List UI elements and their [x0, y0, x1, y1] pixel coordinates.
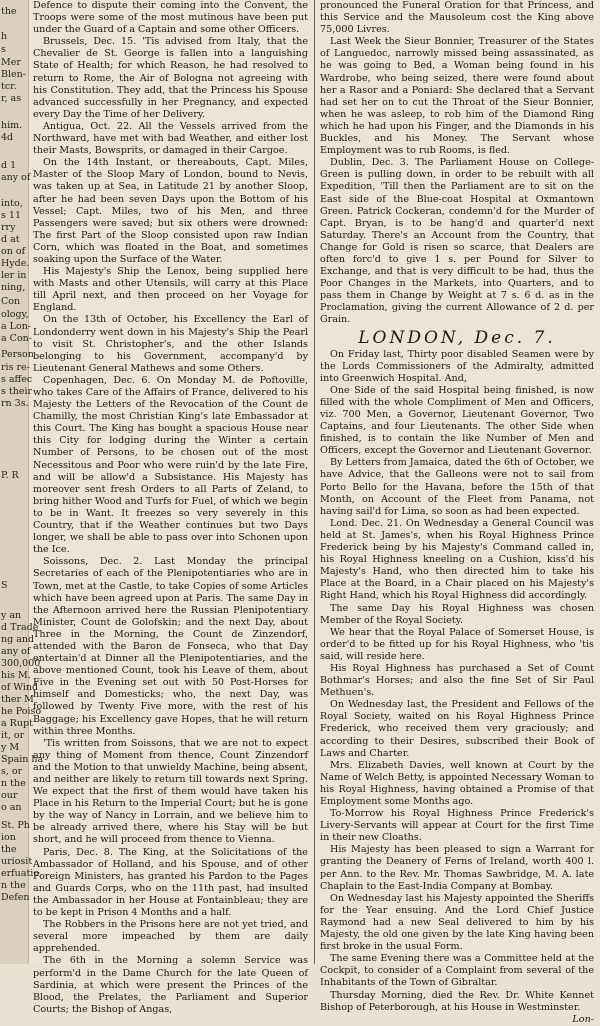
gutter-fragment: y M — [1, 742, 20, 753]
gutter-fragment: ology, — [1, 309, 29, 320]
gutter-fragment: ler in — [1, 270, 27, 281]
gutter-fragment: any of — [1, 172, 31, 183]
gutter-fragment: into, — [1, 198, 23, 209]
article-paragraph: His Majesty has been pleased to sign a Warrant for granting the Deanery of Ferns of Ireland, worth 400 l. per Ann. to the Rev. Mr. Thomas Sawbridge, M. A. late Chaplain to the East-India Company at Bombay. — [320, 844, 594, 892]
article-paragraph: Defence to dispute their coming into the Convent, the Troops were some of the most mutinous have been put under the Guard of a Captain and some other Officers. — [33, 0, 308, 36]
gutter-fragment: s 11 — [1, 210, 21, 221]
left-column — [33, 0, 308, 1015]
gutter-fragment: the — [1, 6, 17, 17]
article-paragraph: Lond. Dec. 21. On Wednesday a General Council was held at St. James's, when his Royal Highness Prince Frederick being by his Majesty's Command called in, his Royal Highness kneeling on a Cushion, kiss'd his Majesty's Hand, who then directed him to take his Place at the Board, in a Chair placed on his Majesty's Right Hand, which his Royal Highness did accordingly. — [320, 517, 594, 602]
gutter-fragment: d 1 — [1, 160, 17, 171]
article-paragraph: The same Day his Royal Highness was chosen Member of the Royal Society. — [320, 602, 594, 626]
article-paragraph: Soissons, Dec. 2. Last Monday the principal Secretaries of each of the Plenipotentiaries who are in Town, met at the Castle, to take Copies of some Articles which have been agreed upon at Paris. The same Day in the Afternoon arrived here the Russian Plenipotentiary Minister, Count de Golofskin; and the next Day, about Three in the Morning, the Count de Zinzendorf, attended with the Baron de Fonseca, who that Day entertain'd at Dinner all the Plenipotentiaries, and the above mentioned Count, took his Leave of them, about Five in the Evening set out with 50 Post-Horses for himself and Domesticks; who, the next Day, was followed by Twenty Five more, with the rest of his Baggage; his Excellency gave Hopes, that he will return within three Months. — [33, 556, 308, 737]
gutter-fragment: Defen — [1, 892, 30, 903]
article-paragraph: By Letters from Jamaica, dated the 6th of October, we have Advice, that the Galleons were not to sail from Porto Bello for the Havana, before the 15th of that Month, on Account of the Fleet from Panama, not having sail'd for Lima, so soon as had been expected. — [320, 457, 594, 517]
gutter-fragment: any of — [1, 646, 31, 657]
gutter-fragment: s, or — [1, 766, 23, 777]
gutter-fragment: Spain ha — [1, 754, 44, 765]
article-paragraph: Last Week the Sieur Bonnier, Treasurer of the States of Languedoc, narrowly missed being assassinated, as he was going to Bed, a Woman being found in his Wardrobe, who being seized, there were found about her a Rasor and a Poniard: She declared that a Servant had set her on to cut the Throat of the Sieur Bonnier, when he was asleep, to rob him of the Diamond Ring which he had upon his Finger, and the Diamonds in his Buckles, and his Money. The Servant whose Employment was to rub Rooms, is fled. — [320, 36, 594, 157]
gutter-fragment: P. R — [1, 470, 19, 481]
article-paragraph: 'Tis written from Soissons, that we are not to expect any thing of Moment from thence, Count Zinzendorf and the Motion to that unwieldy Machine, being absent, and neither are likely to return till towards next Spring. We expect that the first of them would have taken his Place in his Return to the Imperial Court; but he is gone by the way of Nancy in Lorrain, and we believe him to be already arrived there, where his Stay will be but short, and he will proceed from thence to Vienna. — [33, 737, 308, 846]
article-paragraph: On the 14th Instant, or thereabouts, Capt. Miles, Master of the Sloop Mary of London, bound to Nevis, was taken up at Sea, in Latitude 21 by another Sloop, after he had been seven Days upon the Bottom of his Vessel; Capt. Miles, two of his Men, and three Passengers were saved; but six others were drowned: The first Part of the Sloop consisted upon raw Indian Corn, which was floated in the Boat, and sometimes soaking upon the Surface of the Water. — [33, 157, 308, 265]
gutter-fragment: our — [1, 790, 18, 801]
gutter-fragment: s — [1, 44, 6, 55]
gutter-fragment: a Lon- — [1, 321, 32, 332]
article-paragraph: Copenhagen, Dec. 6. On Monday M. de Poftoville, who takes Care of the Affairs of France, delivered to his Majesty the Letters of the Revocation of the Count de Chamilly, the most Christian King's late Embassador at this Court. The King has bought a spacious House near this City for lodging during the Winter a certain Number of Persons, to be chosen out of the most Necessitous and Poor who were ruin'd by the late Fire, and will be allow'd a Subsistance. His Majesty has moreover sent fresh Orders to all Parts of Zeland, to bring hither Wood and Turfs for Fuel, of which we begin to be in Want. It freezes so very severely in this Country, that if the Weather continues but two Days longer, we shall be able to pass over into Schonen upon the Ice. — [33, 374, 308, 556]
right-column — [320, 0, 594, 1025]
gutter-fragment: S — [1, 580, 8, 591]
gutter-fragment: ion — [1, 832, 16, 843]
gutter-fragment: ning, — [1, 282, 26, 293]
article-paragraph: His Royal Highness has purchased a Set of Count Bothmar's Horses; and also the fine Set of Sir Paul Methuen's. — [320, 662, 594, 699]
article-paragraph: To-Morrow his Royal Highness Prince Frederick's Livery-Servants will appear at Court for the first Time in their new Cloaths. — [320, 808, 594, 844]
article-paragraph: pronounced the Funeral Oration for that Princess, and this Service and the Mausoleum cost the King above 75,000 Livres. — [320, 0, 594, 36]
gutter-fragment: Person — [1, 349, 34, 360]
gutter-fragment: his M. — [1, 670, 31, 681]
gutter-fragment: Mer — [1, 57, 21, 68]
article-paragraph: On Wednesday last his Majesty appointed the Sheriffs for the Year ensuing. And the Lord Chief Justice Raymond had a new Seal delivered to him by his Majesty, the old one given by the late King having been first broke in the usual Form. — [320, 892, 594, 953]
gutter-fragment: tcr. — [1, 81, 17, 92]
gutter-fragment: St. Ph — [1, 820, 30, 831]
article-paragraph: The Robbers in the Prisons here are not yet tried, and several more impeached by them are daily apprehended. — [33, 919, 308, 955]
column-rule — [314, 0, 315, 964]
gutter-fragment: a Rupt — [1, 718, 33, 729]
gutter-fragment: r, as — [1, 93, 22, 104]
gutter-fragment: ris re- — [1, 362, 30, 373]
gutter-fragment: of Wind — [1, 682, 39, 693]
gutter-fragment: d at — [1, 234, 20, 245]
article-paragraph: His Majesty's Ship the Lenox, being supplied here with Masts and other Utensils, will carry at this Place till April next, and then proceed on her Voyage for England. — [33, 266, 308, 314]
gutter-fragment: rry — [1, 222, 16, 233]
gutter-fragment: n the — [1, 880, 26, 891]
gutter-fragment: Con — [1, 296, 21, 307]
article-paragraph: The 6th in the Morning a solemn Service was perform'd in the Dame Church for the late Queen of Sardinia, at which were present the Princes of the Blood, the Prelates, the Parliament and Superior Courts; the Bishop of Angas, — [33, 955, 308, 1015]
gutter-fragment: him. — [1, 120, 23, 131]
article-paragraph: Dublin, Dec. 3. The Parliament House on College-Green is pulling down, in order to be rebuilt with all Expedition, 'Till then the Parliament are to sit on the East side of the Blue-coat Hospital at Oxmantown Green. Patrick Cockeran, condemn'd for the Murder of Capt. Bryan, is to be hang'd and quarter'd next Saturday. There's an Account from the Country, that Change for Gold is risen so scarce, that Dealers are often forc'd to give 1 s. per Pound for Silver to Exchange, and that is very difficult to be had, thus the Poor Changes in the Markets, into Quarters, and to pass them in Change by Weight at 7 s. 6 d. as in the Proclamation, giving the current Allowance of 2 d. per Grain. — [320, 157, 594, 326]
article-paragraph: On Friday last, Thirty poor disabled Seamen were by the Lords Commissioners of the Admiralty, admitted into Greenwich Hospital. And, — [320, 348, 594, 384]
gutter-fragment: rn 3s. — [1, 398, 29, 409]
gutter-fragment: he Poiso — [1, 706, 42, 717]
gutter-fragment: 4d — [1, 132, 14, 143]
article-paragraph: We hear that the Royal Palace of Somerset House, is order'd to be fitted up for his Royal Highness, who 'tis said, will reside here. — [320, 626, 594, 662]
catchword: Lon- — [572, 1013, 594, 1025]
gutter-fragment: uriosit — [1, 856, 33, 867]
gutter-fragment: on of — [1, 246, 26, 257]
gutter-fragment: y an — [1, 610, 22, 621]
gutter-fragment: it, or — [1, 730, 25, 741]
gutter-fragment: the — [1, 844, 17, 855]
gutter-fragment: n the — [1, 778, 26, 789]
gutter-fragment: erfuatio — [1, 868, 40, 879]
gutter-fragment: ther M — [1, 694, 34, 705]
adjacent-page-gutter — [0, 0, 44, 964]
gutter-fragment: Blen- — [1, 69, 26, 80]
article-paragraph: Paris, Dec. 8. The King, at the Solicitations of the Ambassador of Holland, and his Spouse, and of other Foreign Ministers, has granted his Pardon to the Pages and Guards Corps, who on the 11th past, had insulted the Ambassador in her House at Fontainbleau; they are to be kept in Prison 4 Months and a half. — [33, 846, 308, 919]
article-paragraph: Brussels, Dec. 15. 'Tis advised from Italy, that the Chevalier de St. George is fallen into a languishing State of Health; for which Reason, he had resolved to return to Rome, the Air of Bologna not agreeing with his Constitution. They add, that the Princess his Spouse advanced successfully in her Pregnancy, and expected every Day the Time of her Delivery. — [33, 36, 308, 120]
gutter-fragment: s their — [1, 386, 33, 397]
gutter-fragment: Hyde. — [1, 258, 30, 269]
gutter-fragment: a Con- — [1, 333, 33, 344]
article-paragraph: On the 13th of October, his Excellency the Earl of Londonderry went down in his Majesty's Ship the Pearl to visit St. Christopher's, and the other Islands belonging to his Government, accompany'd by Lieutenant General Mathews and some Others. — [33, 314, 308, 374]
article-paragraph: Mrs. Elizabeth Davies, well known at Court by the Name of Welch Betty, is appointed Necessary Woman to his Royal Highness, having obtained a Promise of that Employment some Months ago. — [320, 759, 594, 807]
gutter-fragment: 300,000 — [1, 658, 41, 669]
article-paragraph: The same Evening there was a Committee held at the Cockpit, to consider of a Complaint from several of the Inhabitants of the Town of Gibraltar. — [320, 953, 594, 989]
gutter-fragment: ng and — [1, 634, 35, 645]
article-paragraph: Thursday Morning, died the Rev. Dr. White Kennet Bishop of Peterborough, at his House in Westminster. — [320, 989, 594, 1013]
gutter-fragment: h — [1, 31, 8, 42]
section-heading: LONDON, Dec. 7. — [358, 327, 556, 348]
article-paragraph: One Side of the said Hospital being finished, is now filled with the whole Compliment of Men and Officers, viz. 700 Men, a Governor, Lieutenant Governor, Two Captains, and four Lieutenants. The other Side when finished, is to contain the like Number of Men and Officers, except the Governor and Lieutenant Governor. — [320, 384, 594, 457]
gutter-fragment: o an — [1, 802, 22, 813]
article-paragraph: Antigua, Oct. 22. All the Vessels arrived from the Northward, have met with bad Weather, and either lost their Masts, Bowsprits, or damaged in their Cargoe. — [33, 120, 308, 157]
gutter-fragment: s affec — [1, 374, 33, 385]
gutter-fragment: d Trade — [1, 622, 39, 633]
article-paragraph: On Wednesday last, the President and Fellows of the Royal Society, waited on his Royal Highness Prince Frederick, who received them very graciously; and according to their Desires, subscribed their Book of Laws and Charter. — [320, 699, 594, 759]
